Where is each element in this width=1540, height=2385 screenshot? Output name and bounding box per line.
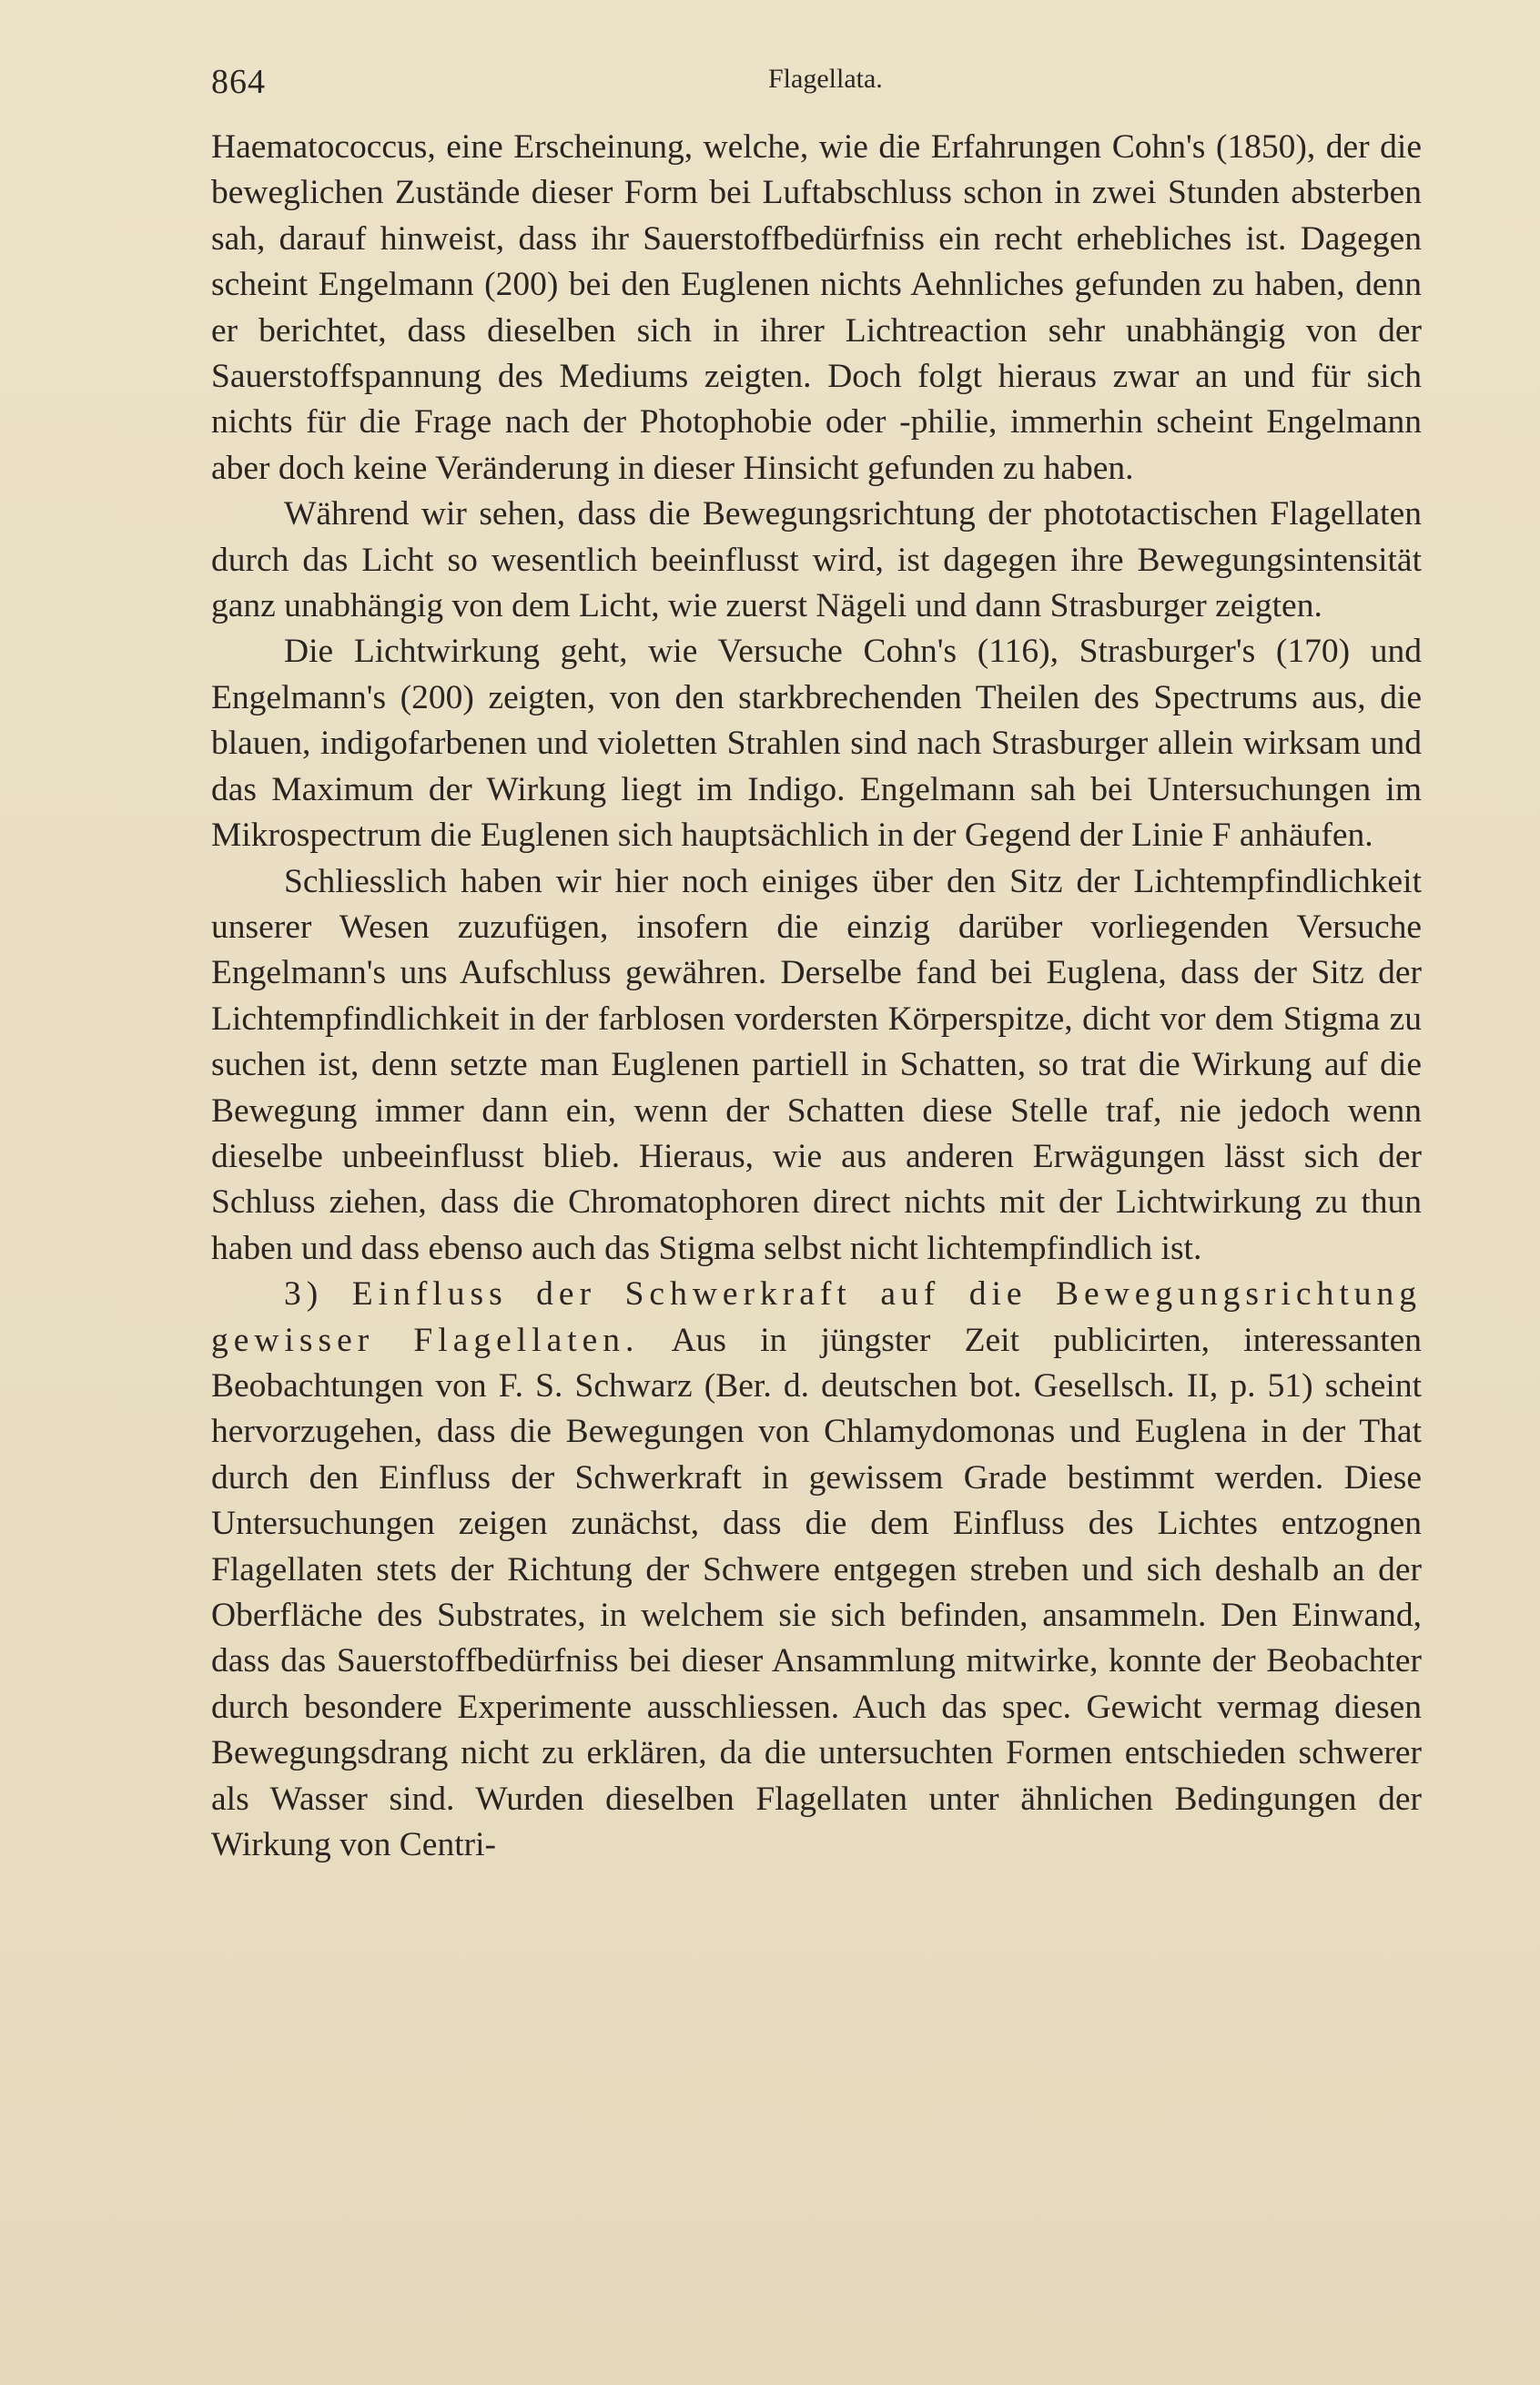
paragraph-3: Die Lichtwirkung geht, wie Versuche Cohn's (116), Strasburger's (170) und Engelmann's (200) zeigten, von den starkbrechenden Theilen des Spectrums aus, die blauen, indigofarbenen und violetten Strahlen sind nach Strasburger allein wirksam und das Maximum der Wirkung liegt im Indigo. Engelmann sah bei Untersuchungen im Mikrospectrum die Euglenen sich hauptsächlich in der Gegend der Linie F anhäufen. [211,633,1422,855]
paragraph-5 [211,1272,1422,1868]
paragraph-5-text: Aus in jüngster Zeit publicirten, interessanten Beobachtungen von F. S. Schwarz (Ber. d. deutschen bot. Gesellsch. II, p. 51) scheint hervorzugehen, dass die Bewegungen von Chlamydomonas und Euglena in der That durch den Einfluss der Schwerkraft in gewissem Grade bestimmt werden. Diese Untersuchungen zeigen zunächst, dass die dem Einfluss des Lichtes entzognen Flagellaten stets der Richtung der Schwere entgegen streben und sich deshalb an der Oberfläche des Substrates, in welchem sie sich befinden, ansammeln. Den Einwand, dass das Sauerstoffbedürfniss bei dieser Ansammlung mitwirke, konnte der Beobachter durch besondere Experimente ausschliessen. Auch das spec. Gewicht vermag diesen Bewegungsdrang nicht zu erklären, da die untersuchten Formen entschieden schwerer als Wasser sind. Wurden dieselben Flagellaten unter ähnlichen Bedingungen der Wirkung von Centri- [211,1321,1423,1864]
body-text [211,125,1422,1868]
paragraph-4: Schliesslich haben wir hier noch einiges über den Sitz der Lichtempfindlichkeit unserer Wesen zuzufügen, insofern die einzig darüber vorliegenden Versuche Engelmann's uns Aufschluss gewähren. Derselbe fand bei Euglena, dass der Sitz der Lichtempfindlichkeit in der farblosen vordersten Körperspitze, dicht vor dem Stigma zu suchen ist, denn setzte man Euglenen partiell in Schatten, so trat die Wirkung auf die Bewegung immer dann ein, wenn der Schatten diese Stelle traf, nie jedoch wenn dieselbe unbeeinflusst blieb. Hieraus, wie aus anderen Erwägungen lässt sich der Schluss ziehen, dass die Chromatophoren direct nichts mit der Lichtwirkung zu thun haben und dass ebenso auch das Stigma selbst nicht lichtempfindlich ist. [211,862,1422,1267]
paragraph-2: Während wir sehen, dass die Bewegungsrichtung der phototactischen Flagellaten durch das Licht so wesentlich beeinflusst wird, ist dagegen ihre Bewegungsintensität ganz unabhängig von dem Licht, wie zuerst Nägeli und dann Strasburger zeigten. [211,495,1422,625]
paragraph-1: Haematococcus, eine Erscheinung, welche, wie die Erfahrungen Cohn's (1850), der die beweglichen Zustände dieser Form bei Luftabschluss schon in zwei Stunden absterben sah, darauf hinweist, dass ihr Sauerstoffbedürfniss ein recht erhebliches ist. Dagegen scheint Engelmann (200) bei den Euglenen nichts Aehnliches gefunden zu haben, denn er berichtet, dass dieselben sich in ihrer Lichtreaction sehr unabhängig von der Sauerstoffspannung des Mediums zeigten. Doch folgt hieraus zwar an und für sich nichts für die Frage nach der Photophobie oder -philie, immerhin scheint Engelmann aber doch keine Veränderung in dieser Hinsicht gefunden zu haben. [211,128,1422,487]
section-heading: 3) Einfluss der Schwerkraft auf die Bewegungsrichtung gewisser Flagellaten. [211,1275,1422,1359]
page-number: 864 [211,63,266,101]
running-head: Flagellata. [768,64,883,94]
page-header [211,62,1422,107]
